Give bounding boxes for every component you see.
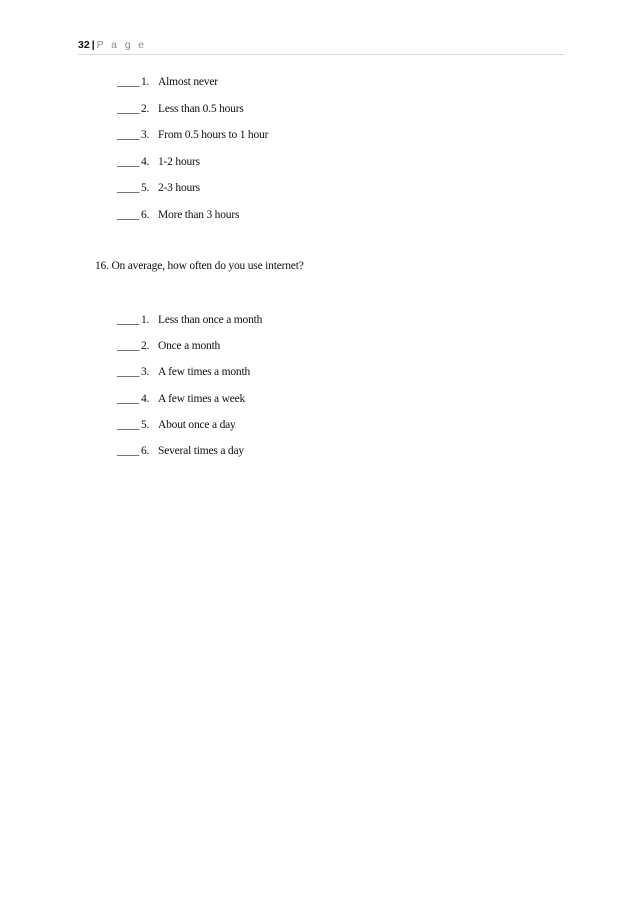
answer-blank[interactable]: ____: [117, 156, 140, 168]
option-text: A few times a month: [158, 366, 251, 378]
answer-blank[interactable]: ____: [117, 314, 140, 326]
option-item: [117, 154, 200, 170]
answer-blank[interactable]: ____: [117, 366, 140, 378]
option-item: [117, 127, 268, 143]
option-text: A few times a week: [158, 393, 246, 405]
option-text: More than 3 hours: [158, 209, 240, 221]
option-number: 3.: [141, 129, 150, 141]
option-number: 2.: [141, 103, 150, 115]
option-item: [117, 180, 200, 196]
option-text: 1-2 hours: [158, 156, 200, 168]
answer-blank[interactable]: ____: [117, 76, 140, 88]
answer-blank[interactable]: ____: [117, 103, 140, 115]
option-number: 1.: [141, 76, 150, 88]
option-number: 1.: [141, 314, 150, 326]
answer-blank[interactable]: ____: [117, 393, 140, 405]
option-item: [117, 312, 262, 328]
page-header: [78, 38, 564, 55]
answer-blank[interactable]: ____: [117, 340, 140, 352]
option-item: [117, 417, 236, 433]
answer-blank[interactable]: ____: [117, 182, 140, 194]
option-item: [117, 74, 218, 90]
option-number: 5.: [141, 419, 150, 431]
answer-blank[interactable]: ____: [117, 445, 140, 457]
option-text: Several times a day: [158, 445, 244, 457]
option-text: Almost never: [158, 76, 218, 88]
option-text: Once a month: [158, 340, 221, 352]
option-item: [117, 101, 244, 117]
option-number: 4.: [141, 156, 150, 168]
option-item: [117, 391, 245, 407]
option-text: From 0.5 hours to 1 hour: [158, 129, 269, 141]
option-number: 6.: [141, 209, 150, 221]
option-item: [117, 443, 244, 459]
option-number: 5.: [141, 182, 150, 194]
page-number: 32: [78, 39, 90, 51]
option-number: 3.: [141, 366, 150, 378]
answer-blank[interactable]: ____: [117, 209, 140, 221]
option-text: About once a day: [158, 419, 236, 431]
option-text: Less than 0.5 hours: [158, 103, 244, 115]
question-16-text: 16. On average, how often do you use internet?: [95, 260, 304, 272]
answer-blank[interactable]: ____: [117, 129, 140, 141]
page-label: P a g e: [96, 39, 147, 51]
option-number: 6.: [141, 445, 150, 457]
option-text: Less than once a month: [158, 314, 263, 326]
option-number: 4.: [141, 393, 150, 405]
option-text: 2-3 hours: [158, 182, 200, 194]
option-item: [117, 338, 220, 354]
header-separator: |: [91, 39, 95, 51]
option-item: [117, 364, 250, 380]
option-number: 2.: [141, 340, 150, 352]
answer-blank[interactable]: ____: [117, 419, 140, 431]
option-item: [117, 207, 239, 223]
